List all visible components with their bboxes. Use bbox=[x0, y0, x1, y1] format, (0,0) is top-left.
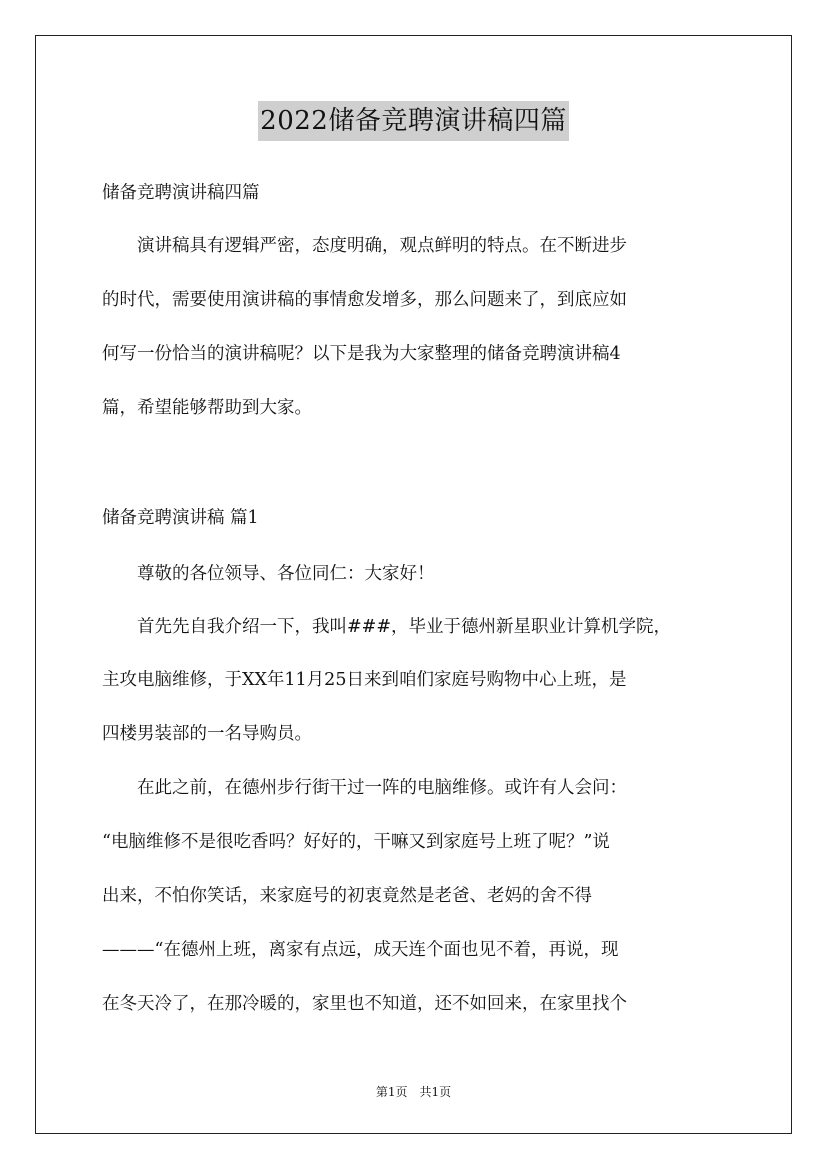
intro-line: 篇，希望能够帮助到大家。 bbox=[102, 398, 312, 418]
body-line: ———“在德州上班，离家有点远，成天连个面也见不着，再说，现 bbox=[102, 940, 619, 960]
intro-line: 的时代，需要使用演讲稿的事情愈发增多，那么问题来了，到底应如 bbox=[102, 290, 627, 310]
body-line: 四楼男装部的一名导购员。 bbox=[102, 724, 312, 744]
document-subtitle: 储备竞聘演讲稿四篇 bbox=[102, 183, 260, 203]
body-line: 尊敬的各位领导、各位同仁：大家好！ bbox=[102, 564, 435, 584]
body-line: “电脑维修不是很吃香吗？好好的，干嘛又到家庭号上班了呢？”说 bbox=[102, 832, 610, 852]
body-line: 首先先自我介绍一下，我叫###，毕业于德州新星职业计算机学院， bbox=[102, 617, 671, 637]
intro-line: 演讲稿具有逻辑严密，态度明确，观点鲜明的特点。在不断进步 bbox=[102, 236, 627, 256]
body-line: 在冬天冷了，在那冷暖的，家里也不知道，还不如回来，在家里找个 bbox=[102, 994, 627, 1014]
body-line: 出来，不怕你笑话，来家庭号的初衷竟然是老爸、老妈的舍不得 bbox=[102, 886, 592, 906]
section-heading: 储备竞聘演讲稿 篇1 bbox=[102, 508, 259, 528]
intro-line: 何写一份恰当的演讲稿呢？以下是我为大家整理的储备竞聘演讲稿4 bbox=[102, 344, 621, 364]
document-title: 2022储备竞聘演讲稿四篇 bbox=[258, 101, 569, 141]
body-line: 主攻电脑维修，于XX年11月25日来到咱们家庭号购物中心上班，是 bbox=[102, 670, 627, 690]
title-area bbox=[0, 101, 827, 141]
page-footer: 第1页 共1页 bbox=[375, 1085, 452, 1099]
body-line: 在此之前，在德州步行街干过一阵的电脑维修。或许有人会问： bbox=[102, 778, 627, 798]
